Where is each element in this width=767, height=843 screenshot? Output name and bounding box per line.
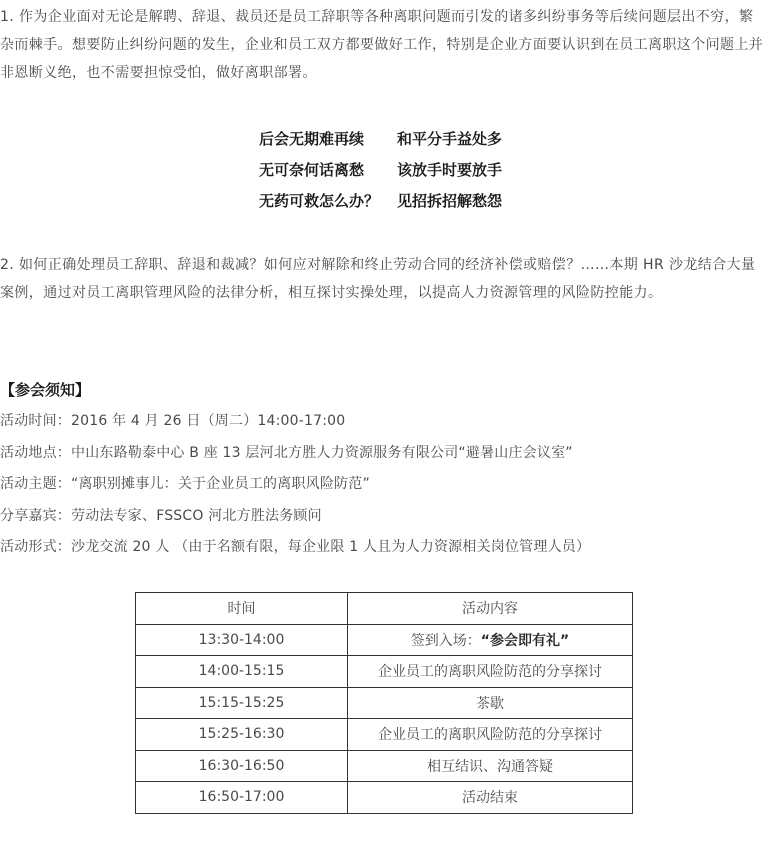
couplet-row [259, 155, 579, 186]
table-row [136, 687, 633, 719]
cell-content [348, 687, 633, 719]
cell-content-emphasis: “参会即有礼” [480, 632, 570, 649]
couplet-right: 该放手时要放手 [397, 161, 503, 179]
cell-time: 14:00-15:15 [136, 656, 348, 688]
schedule-table [135, 592, 633, 814]
couplet-left: 后会无期难再续 [259, 130, 365, 148]
couplet-right: 和平分手益处多 [397, 130, 503, 148]
table-row [136, 624, 633, 656]
cell-content [348, 624, 633, 656]
notice-item-theme: 活动主题：“离职别摊事儿：关于企业员工的离职风险防范” [0, 476, 370, 492]
notice-item-location: 活动地点：中山东路勒泰中心 B 座 13 层河北方胜人力资源服务有限公司“避暑山庄会议室” [0, 444, 573, 461]
notice-item-format: 活动形式：沙龙交流 20 人 （由于名额有限，每企业限 1 人且为人力资源相关岗位管理人员） [0, 539, 591, 555]
cell-content-text: 活动结束 [462, 790, 518, 807]
cell-content-text: 签到入场： [410, 632, 481, 649]
notice-heading: 【参会须知】 [0, 381, 91, 399]
table-row [136, 719, 633, 751]
couplet-block [259, 124, 579, 217]
cell-content-text: 茶歇 [476, 695, 504, 712]
cell-time: 16:30-16:50 [136, 750, 348, 782]
table-row [136, 782, 633, 814]
table-row [136, 750, 633, 782]
couplet-left: 无药可救怎么办？ [259, 192, 380, 210]
couplet-right: 见招拆招解愁怨 [397, 192, 503, 210]
couplet-row [259, 124, 579, 155]
notice-item-speaker: 分享嘉宾：劳动法专家、FSSCO 河北方胜法务顾问 [0, 507, 322, 524]
table-row [136, 656, 633, 688]
notice-list [0, 406, 590, 564]
intro-paragraph-1: 1. 作为企业面对无论是解聘、辞退、裁员还是员工辞职等各种离职问题而引发的诸多纠纷事务等后续问题层出不穷，繁杂而棘手。想要防止纠纷问题的发生，企业和员工双方都要做好工作，特别是企业方面要认识到在员工离职这个问题上并非恩断义绝，也不需要担惊受怕，做好离职部署。 [0, 9, 764, 81]
couplet-row [259, 186, 579, 217]
cell-content [348, 719, 633, 751]
column-header-time: 时间 [136, 593, 348, 625]
cell-time: 13:30-14:00 [136, 624, 348, 656]
cell-content [348, 750, 633, 782]
cell-content-text: 企业员工的离职风险防范的分享探讨 [378, 664, 602, 681]
cell-content-text: 相互结识、沟通答疑 [427, 758, 553, 775]
couplet-left: 无可奈何话离愁 [259, 161, 365, 179]
cell-time: 16:50-17:00 [136, 782, 348, 814]
notice-item-time: 活动时间：2016 年 4 月 26 日（周二）14:00-17:00 [0, 413, 346, 429]
cell-time: 15:25-16:30 [136, 719, 348, 751]
cell-content [348, 656, 633, 688]
cell-content [348, 782, 633, 814]
cell-time: 15:15-15:25 [136, 687, 348, 719]
table-header-row [136, 593, 633, 625]
intro-paragraph-2: 2. 如何正确处理员工辞职、辞退和裁减？如何应对解除和终止劳动合同的经济补偿或赔偿？……本期 HR 沙龙结合大量案例，通过对员工离职管理风险的法律分析，相互探讨实操处理，以提高人力资源管理的风险防控能力。 [0, 257, 756, 301]
cell-content-text: 企业员工的离职风险防范的分享探讨 [378, 727, 602, 744]
column-header-content: 活动内容 [348, 593, 633, 625]
